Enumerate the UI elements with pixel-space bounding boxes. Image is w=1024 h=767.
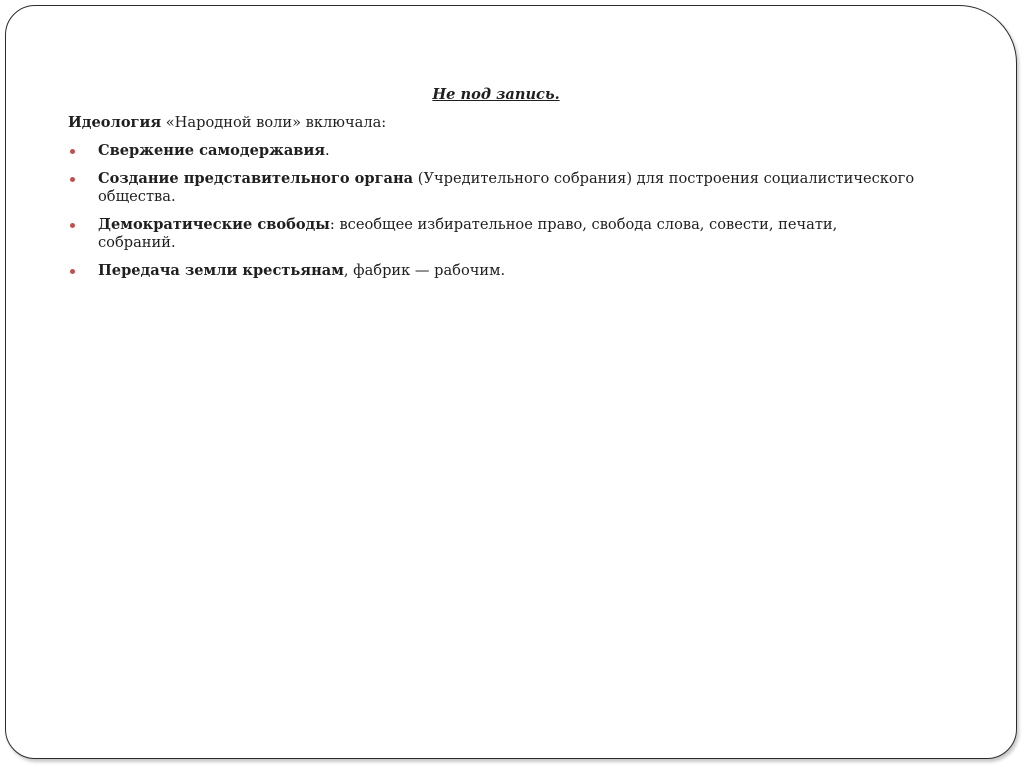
bullet-dot-icon (70, 223, 75, 228)
bullet-dot-icon (70, 177, 75, 182)
bullet-item (68, 170, 918, 206)
bullet-item (68, 216, 918, 252)
slide-frame (5, 5, 1017, 759)
bullet-list (68, 142, 918, 280)
bullet-dot-icon (70, 149, 75, 154)
bullet-bold: Демократические свободы (98, 216, 330, 233)
intro-rest: «Народной воли» включала: (161, 114, 387, 131)
bullet-bold: Создание представительного органа (98, 170, 414, 187)
intro-bold: Идеология (68, 114, 162, 131)
bullet-item (68, 142, 918, 160)
bullet-text: : всеобщее избирательное право, свобода слова, совести, печати, собраний. (98, 216, 838, 251)
bullet-dot-icon (70, 269, 75, 274)
bullet-text: (Учредительного собрания) для построения социалистического общества. (98, 170, 915, 205)
slide-heading: Не под запись. (432, 86, 560, 103)
bullet-item (68, 262, 918, 280)
bullet-text: , фабрик — рабочим. (343, 262, 506, 279)
intro-line (68, 114, 918, 132)
bullet-bold: Передача земли крестьянам (98, 262, 344, 279)
slide-content (68, 86, 918, 290)
bullet-text: . (325, 142, 330, 159)
bullet-bold: Свержение самодержавия (98, 142, 326, 159)
